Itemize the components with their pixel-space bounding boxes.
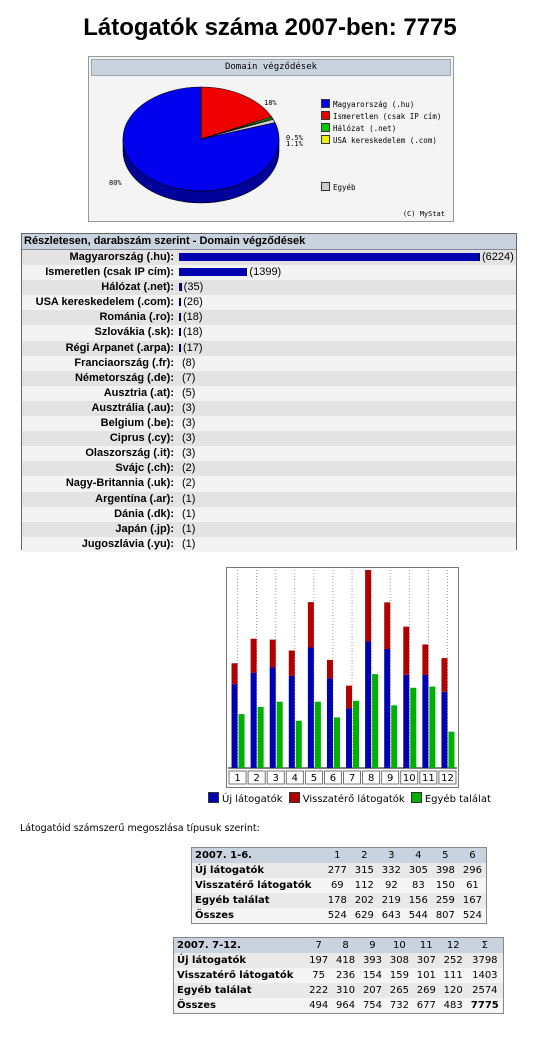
table-cell: 2574 xyxy=(467,983,504,998)
bar-new-visitors xyxy=(232,684,238,768)
domain-row xyxy=(22,386,516,401)
table-cell: 398 xyxy=(432,863,459,878)
legend-swatch xyxy=(321,111,330,120)
bar-returning-visitors xyxy=(403,627,409,675)
bar-new-visitors xyxy=(365,641,371,768)
legend-label: Visszatérő látogatók xyxy=(302,794,405,805)
bar-returning-visitors xyxy=(422,644,428,675)
domain-row-value: (2) xyxy=(182,462,196,475)
domain-row-label: Olaszország (.it): xyxy=(85,447,174,460)
table-cell: 7775 xyxy=(467,998,504,1014)
table-cell: 111 xyxy=(440,968,467,983)
table-cell: Visszatérő látogatók xyxy=(192,878,324,893)
domain-row xyxy=(22,461,516,476)
table-cell: Visszatérő látogatók xyxy=(174,968,306,983)
table-cell: 236 xyxy=(332,968,359,983)
domain-row-label: Dánia (.dk): xyxy=(114,507,174,520)
domain-row-label: Hálózat (.net): xyxy=(101,281,174,294)
table-cell: 307 xyxy=(413,953,440,968)
pie-label-red: 18% xyxy=(264,99,277,107)
table-row xyxy=(192,908,487,924)
domain-row-bar xyxy=(179,344,181,352)
legend-label: Új látogatók xyxy=(222,794,283,805)
bar-new-visitors xyxy=(327,678,333,768)
domain-row-value: (3) xyxy=(182,447,196,460)
domain-row xyxy=(22,371,516,386)
bar-other-hits xyxy=(410,688,416,768)
domain-row-label: Régi Arpanet (.arpa): xyxy=(65,341,174,354)
table-cell: 75 xyxy=(305,968,332,983)
bar-new-visitors xyxy=(270,667,276,768)
pie-label-small2: 1.1% xyxy=(286,140,303,148)
legend-swatch xyxy=(208,792,219,803)
table-cell: 677 xyxy=(413,998,440,1014)
bar-new-visitors xyxy=(308,648,314,768)
domain-row-value: (26) xyxy=(183,296,203,309)
x-tick-label: 4 xyxy=(291,773,298,784)
x-tick-label: 8 xyxy=(367,773,375,784)
legend-swatch xyxy=(289,792,300,803)
domain-row-value: (5) xyxy=(182,386,196,399)
table-cell: 418 xyxy=(332,953,359,968)
table-row xyxy=(192,878,487,893)
table-cell: 2007. 1-6. xyxy=(192,848,324,864)
bar-returning-visitors xyxy=(251,639,257,673)
table-cell: 4 xyxy=(405,848,432,864)
bar-other-hits xyxy=(277,702,283,768)
table-cell: 178 xyxy=(324,893,351,908)
table-cell: 296 xyxy=(459,863,487,878)
table-cell: Egyéb találat xyxy=(174,983,306,998)
table-cell: 112 xyxy=(351,878,378,893)
domain-row-label: Japán (.jp): xyxy=(115,522,174,535)
table-cell: 150 xyxy=(432,878,459,893)
domain-row-label: USA kereskedelem (.com): xyxy=(35,296,174,309)
x-tick-label: 7 xyxy=(348,773,356,784)
bar-other-hits xyxy=(429,687,435,768)
copyright: (C) MyStat xyxy=(402,210,445,218)
stats-table-h1 xyxy=(191,847,487,924)
domain-row-label: Ausztrália (.au): xyxy=(91,401,174,414)
pie-legend-item xyxy=(321,135,437,145)
table-cell: 69 xyxy=(324,878,351,893)
bar-returning-visitors xyxy=(365,570,371,641)
domain-row-value: (7) xyxy=(182,371,196,384)
domain-detail-table xyxy=(21,233,517,550)
domain-row-label: Szlovákia (.sk): xyxy=(94,326,174,339)
table-cell: Σ xyxy=(467,938,504,954)
domain-row xyxy=(22,265,516,280)
distribution-note: Látogatóid számszerű megoszlása típusuk szerint: xyxy=(20,823,260,834)
x-tick-label: 1 xyxy=(234,773,241,784)
pie-legend-item xyxy=(321,99,414,109)
domain-row-label: Ismeretlen (csak IP cím): xyxy=(45,266,174,279)
domain-row xyxy=(22,250,516,265)
domain-row-bar xyxy=(179,313,181,321)
bar-other-hits xyxy=(296,721,302,768)
table-row xyxy=(174,998,504,1014)
domain-row xyxy=(22,356,516,371)
monthly-bar-chart-svg xyxy=(227,568,458,787)
table-cell: 5 xyxy=(432,848,459,864)
table-cell: 8 xyxy=(332,938,359,954)
table-cell: 9 xyxy=(359,938,386,954)
bar-other-hits xyxy=(372,674,378,768)
table-cell: 2007. 7-12. xyxy=(174,938,306,954)
table-cell: 167 xyxy=(459,893,487,908)
bar-returning-visitors xyxy=(327,660,333,678)
domain-row-value: (3) xyxy=(182,401,196,414)
bar-chart-legend xyxy=(205,792,491,805)
domain-row-label: Svájc (.ch): xyxy=(115,462,174,475)
table-cell: 2 xyxy=(351,848,378,864)
table-cell: 1 xyxy=(324,848,351,864)
table-header-row xyxy=(174,938,504,954)
domain-row-value: (6224) xyxy=(482,251,514,263)
table-cell: 393 xyxy=(359,953,386,968)
table-row xyxy=(174,983,504,998)
table-cell: 524 xyxy=(459,908,487,924)
table-cell: Új látogatók xyxy=(192,863,324,878)
table-cell: 10 xyxy=(386,938,413,954)
domain-row-value: (2) xyxy=(182,477,196,490)
domain-row xyxy=(22,295,516,310)
legend-swatch xyxy=(321,123,330,132)
legend-swatch xyxy=(321,182,330,191)
legend-swatch xyxy=(411,792,422,803)
legend-label: Hálózat (.net) xyxy=(333,124,397,133)
table-cell: 159 xyxy=(386,968,413,983)
x-tick-label: 10 xyxy=(402,773,416,784)
domain-row xyxy=(22,537,516,552)
table-cell: Összes xyxy=(174,998,306,1014)
monthly-bar-chart xyxy=(226,567,459,788)
table-row xyxy=(192,893,487,908)
bar-other-hits xyxy=(315,702,321,768)
table-row xyxy=(192,863,487,878)
table-cell: 197 xyxy=(305,953,332,968)
bar-new-visitors xyxy=(441,692,447,768)
table-cell: 61 xyxy=(459,878,487,893)
table-cell: 154 xyxy=(359,968,386,983)
bar-new-visitors xyxy=(422,675,428,768)
bar-new-visitors xyxy=(346,708,352,768)
table-row xyxy=(174,968,504,983)
domain-row-label: Ausztria (.at): xyxy=(103,386,174,399)
table-cell: 643 xyxy=(378,908,405,924)
domain-row xyxy=(22,341,516,356)
domain-row-value: (1) xyxy=(182,507,196,520)
bar-other-hits xyxy=(353,701,359,768)
x-tick-label: 11 xyxy=(422,773,435,784)
table-cell: 252 xyxy=(440,953,467,968)
domain-row-value: (1) xyxy=(182,492,196,505)
domain-row-label: Németország (.de): xyxy=(74,371,174,384)
pie-legend-item xyxy=(321,111,441,121)
x-tick-label: 3 xyxy=(272,773,279,784)
table-cell: 308 xyxy=(386,953,413,968)
table-cell: 222 xyxy=(305,983,332,998)
domain-row xyxy=(22,280,516,295)
x-tick-label: 12 xyxy=(441,773,454,784)
table-cell: 315 xyxy=(351,863,378,878)
table-cell: 494 xyxy=(305,998,332,1014)
legend-label: Egyéb xyxy=(333,183,356,192)
x-tick-label: 5 xyxy=(310,773,318,784)
bar-new-visitors xyxy=(289,676,295,768)
domain-row-label: Románia (.ro): xyxy=(99,311,174,324)
table-cell: 101 xyxy=(413,968,440,983)
pie-label-small1: 0.5% xyxy=(286,134,303,142)
table-cell: 964 xyxy=(332,998,359,1014)
domain-row xyxy=(22,310,516,325)
domain-row xyxy=(22,446,516,461)
domain-row xyxy=(22,401,516,416)
pie-chart-title: Domain végződések xyxy=(91,59,451,76)
table-cell: 259 xyxy=(432,893,459,908)
domain-row-value: (18) xyxy=(183,311,203,324)
table-cell: 732 xyxy=(386,998,413,1014)
bar-new-visitors xyxy=(384,649,390,768)
table-cell: 310 xyxy=(332,983,359,998)
table-cell: Összes xyxy=(192,908,324,924)
table-cell: 120 xyxy=(440,983,467,998)
table-cell: 202 xyxy=(351,893,378,908)
table-row xyxy=(174,953,504,968)
legend-label: Magyarország (.hu) xyxy=(333,100,415,109)
x-tick-label: 2 xyxy=(253,773,260,784)
domain-row-label: Belgium (.be): xyxy=(100,417,174,430)
domain-row-value: (1) xyxy=(182,537,196,550)
domain-row-value: (3) xyxy=(182,432,196,445)
table-cell: 7 xyxy=(305,938,332,954)
table-cell: 269 xyxy=(413,983,440,998)
table-cell: 629 xyxy=(351,908,378,924)
domain-row-label: Nagy-Britannia (.uk): xyxy=(65,477,174,490)
domain-row xyxy=(22,476,516,491)
bar-new-visitors xyxy=(403,675,409,768)
table-cell: 3 xyxy=(378,848,405,864)
pie-legend-item xyxy=(321,182,356,192)
domain-row xyxy=(22,416,516,431)
legend-swatch xyxy=(321,135,330,144)
table-cell: 807 xyxy=(432,908,459,924)
table-cell: 156 xyxy=(405,893,432,908)
domain-row-label: Magyarország (.hu): xyxy=(69,251,174,263)
stats-table-h2 xyxy=(173,937,504,1014)
domain-row-label: Franciaország (.fr): xyxy=(74,356,174,369)
domain-row xyxy=(22,431,516,446)
domain-row xyxy=(22,522,516,537)
domain-row-value: (18) xyxy=(183,326,203,339)
x-tick-label: 9 xyxy=(387,773,394,784)
domain-row-label: Jugoszlávia (.yu): xyxy=(81,537,174,550)
bar-returning-visitors xyxy=(270,640,276,668)
domain-row xyxy=(22,325,516,340)
table-cell: 92 xyxy=(378,878,405,893)
page-title: Látogatók száma 2007-ben: 7775 xyxy=(83,14,457,41)
bar-other-hits xyxy=(258,707,264,768)
legend-label: USA kereskedelem (.com) xyxy=(333,136,437,145)
table-cell: 305 xyxy=(405,863,432,878)
table-cell: 265 xyxy=(386,983,413,998)
domain-row-bar xyxy=(179,283,182,291)
domain-row-value: (35) xyxy=(183,281,204,294)
bar-new-visitors xyxy=(251,673,257,768)
domain-row-bar xyxy=(179,298,181,306)
domain-row-value: (1399) xyxy=(249,266,282,279)
table-cell: 332 xyxy=(378,863,405,878)
bar-other-hits xyxy=(448,732,454,768)
table-cell: 544 xyxy=(405,908,432,924)
legend-label: Egyéb találat xyxy=(424,794,491,805)
domain-detail-header: Részletesen, darabszám szerint - Domain végződések xyxy=(22,234,516,250)
table-cell: Új látogatók xyxy=(174,953,306,968)
x-tick-label: 6 xyxy=(329,773,337,784)
pie-chart-panel xyxy=(88,56,454,222)
domain-row-bar xyxy=(179,268,247,276)
legend-label: Ismeretlen (csak IP cím) xyxy=(333,112,442,121)
domain-row xyxy=(22,507,516,522)
domain-row-bar xyxy=(179,253,480,261)
bar-returning-visitors xyxy=(384,602,390,649)
domain-row-bar xyxy=(179,328,181,336)
table-cell: 1403 xyxy=(467,968,504,983)
table-cell: 754 xyxy=(359,998,386,1014)
domain-row-value: (1) xyxy=(182,522,196,535)
bar-returning-visitors xyxy=(308,602,314,647)
table-cell: 83 xyxy=(405,878,432,893)
domain-row-value: (8) xyxy=(182,356,196,369)
table-cell: 12 xyxy=(440,938,467,954)
table-cell: 207 xyxy=(359,983,386,998)
bar-other-hits xyxy=(391,705,397,768)
domain-row-label: Argentína (.ar): xyxy=(95,492,174,505)
domain-detail-rows xyxy=(22,250,516,552)
bar-returning-visitors xyxy=(441,658,447,692)
table-cell: 6 xyxy=(459,848,487,864)
legend-swatch xyxy=(321,99,330,108)
bar-other-hits xyxy=(239,714,245,768)
table-cell: 524 xyxy=(324,908,351,924)
pie-legend-item xyxy=(321,123,396,133)
bar-returning-visitors xyxy=(346,686,352,709)
table-header-row xyxy=(192,848,487,864)
bar-returning-visitors xyxy=(289,651,295,676)
table-cell: 3798 xyxy=(467,953,504,968)
bar-other-hits xyxy=(334,717,340,768)
domain-row-value: (3) xyxy=(182,417,196,430)
bar-returning-visitors xyxy=(232,663,238,684)
domain-row xyxy=(22,492,516,507)
table-cell: 277 xyxy=(324,863,351,878)
table-cell: 483 xyxy=(440,998,467,1014)
table-cell: 219 xyxy=(378,893,405,908)
table-cell: Egyéb találat xyxy=(192,893,324,908)
pie-label-big: 80% xyxy=(109,179,122,187)
domain-row-label: Ciprus (.cy): xyxy=(109,432,174,445)
table-cell: 11 xyxy=(413,938,440,954)
domain-row-value: (17) xyxy=(183,341,203,354)
